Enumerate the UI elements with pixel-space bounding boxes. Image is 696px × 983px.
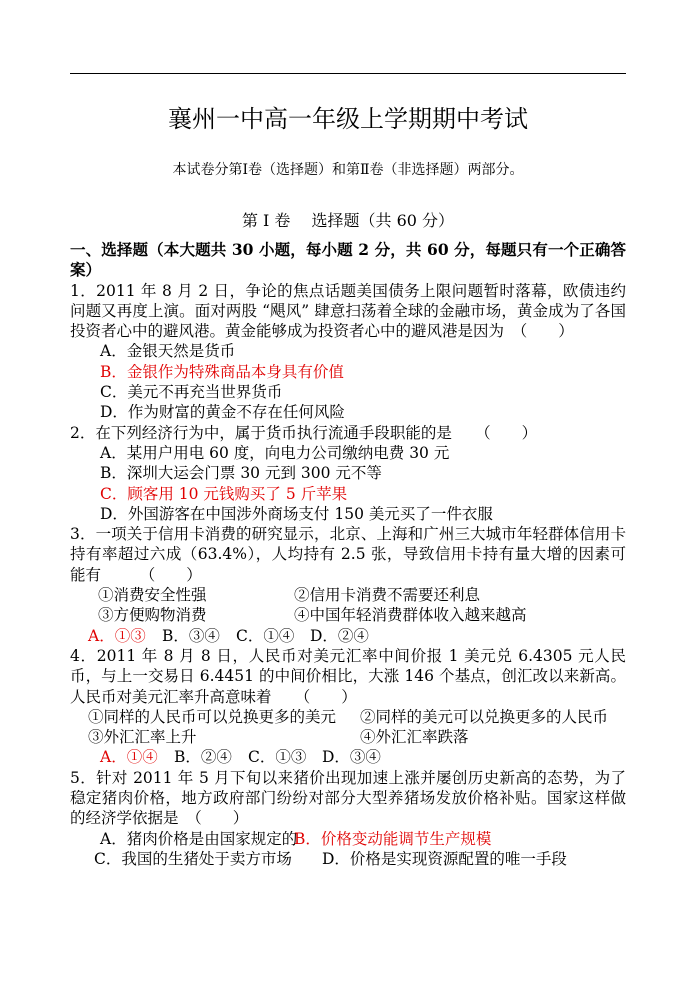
q4-options — [70, 747, 626, 767]
q4-statement-1: ①同样的人民币可以兑换更多的美元 — [88, 707, 337, 726]
q3-option-a: A．①③ — [88, 626, 146, 645]
q5-option-b: B．价格变动能调节生产规模 — [294, 829, 492, 848]
q2-option-b: B．深圳大运会门票 30 元到 300 元不等 — [100, 464, 382, 483]
q3-statement-4: ④中国年轻消费群体收入越来越高 — [294, 606, 527, 625]
part-heading: 一、选择题（本大题共 30 小题，每小题 2 分，共 60 分，每题只有一个正确答案） — [70, 240, 626, 280]
q5-options-row-2 — [70, 849, 626, 869]
q4-option-d: D．③④ — [322, 748, 381, 767]
q4-statement-4: ④外汇汇率跌落 — [360, 728, 469, 747]
q4-statement-3: ③外汇汇率上升 — [88, 728, 197, 747]
q1-stem: 1．2011 年 8 月 2 日，争论的焦点话题美国债务上限问题暂时落幕，欧债违约问题又再度上演。面对两股 “飓风” 肆意扫荡着全球的金融市场，黄金成为了各国投资者心中的避风港。黄金能够成为投资者心中的避风港是因为 （ ） — [70, 281, 626, 341]
q3-option-d: D．②④ — [310, 626, 369, 645]
q1-option-a: A．金银天然是货币 — [100, 342, 236, 361]
q5-stem: 5．针对 2011 年 5 月下旬以来猪价出现加速上涨并屡创历史新高的态势，为了稳定猪肉价格，地方政府部门纷纷对部分大型养猪场发放价格补贴。国家这样做的经济学依据是 （ ） — [70, 768, 626, 828]
q4-stem: 4．2011 年 8 月 8 日，人民币对美元汇率中间价报 1 美元兑 6.4305 元人民币，与上一交易日 6.4451 的中间价相比，大涨 146 个基点，创汇改以来新高。人民币对美元汇率升高意味着 （ ） — [70, 646, 626, 706]
q1-option-c: C．美元不再充当世界货币 — [100, 383, 283, 402]
section-heading: 第 Ⅰ 卷 选择题（共 60 分） — [241, 211, 455, 230]
exam-intro: 本试卷分第Ⅰ卷（选择题）和第Ⅱ卷（非选择题）两部分。 — [172, 162, 524, 178]
q4-statements-row-1 — [70, 707, 626, 727]
q5-option-d: D．价格是实现资源配置的唯一手段 — [322, 849, 567, 868]
q2-option-d: D．外国游客在中国涉外商场支付 150 美元买了一件衣服 — [100, 504, 493, 523]
q4-statements-row-2 — [70, 727, 626, 747]
q5-options-row-1 — [70, 829, 626, 849]
q3-option-b: B．③④ — [162, 626, 220, 645]
q3-statements-row-2 — [70, 605, 626, 625]
q3-option-c: C．①④ — [236, 626, 295, 645]
q3-statement-2: ②信用卡消费不需要还利息 — [294, 586, 481, 605]
q5-option-c: C．我国的生猪处于卖方市场 — [94, 849, 292, 868]
q2-stem: 2．在下列经济行为中，属于货币执行流通手段职能的是 （ ） — [70, 423, 538, 442]
question-body — [70, 240, 626, 869]
q3-statements-row-1 — [70, 585, 626, 605]
q3-options — [70, 626, 626, 646]
page-title: 襄州一中高一年级上学期期中考试 — [168, 105, 528, 133]
q4-option-b: B．②④ — [174, 748, 232, 767]
q2-option-c: C．顾客用 10 元钱购买了 5 斤苹果 — [100, 484, 348, 503]
q3-statement-3: ③方便购物消费 — [98, 606, 207, 625]
q5-option-a: A．猪肉价格是由国家规定的 — [100, 829, 298, 848]
q3-stem: 3．一项关于信用卡消费的研究显示，北京、上海和广州三大城市年轻群体信用卡持有率超过六成（63.4%），人均持有 2.5 张，导致信用卡持有量大增的因素可能有 （ ） — [70, 525, 626, 584]
q4-option-a: A．①④ — [100, 748, 158, 767]
q3-statement-1: ①消费安全性强 — [98, 586, 207, 605]
q2-option-a: A．某用户用电 60 度，向电力公司缴纳电费 30 元 — [100, 443, 450, 462]
q4-option-c: C．①③ — [248, 748, 307, 767]
q1-option-b: B．金银作为特殊商品本身具有价值 — [100, 362, 344, 381]
q1-option-d: D．作为财富的黄金不存在任何风险 — [100, 403, 345, 422]
q4-statement-2: ②同样的美元可以兑换更多的人民币 — [360, 707, 609, 726]
header-rule — [70, 73, 626, 74]
